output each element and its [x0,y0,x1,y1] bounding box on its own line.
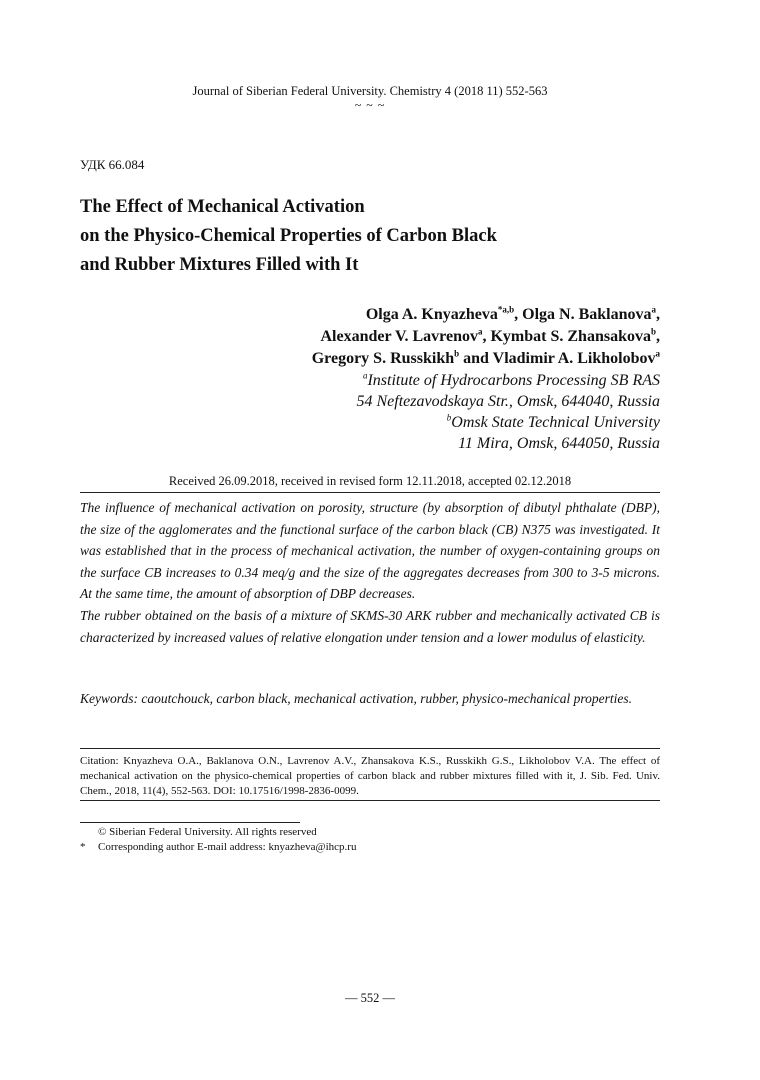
author-name: Vladimir A. Likholobov [492,350,656,367]
footnote-mark: * [80,841,86,853]
header-ornament: ~ ~ ~ [354,98,386,112]
author-name: Olga N. Baklanova [522,306,652,323]
paper-title [80,193,680,280]
author-affil-sup: b [454,348,460,359]
author-line: Olga A. Knyazheva$^{*a,b}$, Olga N. Baklanova$^a$, [365,304,660,323]
citation-top-rule [80,748,660,749]
author-affil-sup: a [651,304,656,315]
title-line: and Rubber Mixtures Filled with It [80,255,359,275]
affiliation-name: $^a$Institute of Hydrocarbons Processing SB RAS [362,370,660,389]
keywords: Keywords: caoutchouck, carbon black, mechanical activation, rubber, physico-mechanical properties. [80,691,632,706]
author-line: Alexander V. Lavrenov$^a$, Kymbat S. Zhansakova$^b$, [320,326,660,345]
journal-header: Journal of Siberian Federal University. Chemistry 4 (2018 11) 552-563 [192,84,548,98]
affiliation-address: 54 Neftezavodskaya Str., Omsk, 644040, Russia [356,393,660,410]
affiliation-name: $^b$Omsk State Technical University [446,412,660,431]
author-name: Olga A. Knyazheva [365,306,498,323]
udk-code: УДК 66.084 [80,157,145,172]
abstract-paragraph: The influence of mechanical activation on porosity, structure (by absorption of dibutyl phthalate (DBP), the size of the agglomerates and the functional surface of the carbon black (CB) N375 was investigated. It was established that in the process of mechanical activation, the number of oxygen-containing groups on the surface CB increases to 0.34 meq/g and the size of the aggregates decreases from 300 to 3-5 microns. At the same time, the amount of absorption of DBP decreases. [80,500,660,602]
title-line: The Effect of Mechanical Activation [80,197,365,217]
footnote-copyright: © Siberian Federal University. All rights reserved [98,826,317,838]
author-affil-sup: b [650,326,656,337]
citation-bottom-rule [80,800,660,801]
affiliations [356,370,660,454]
author-name: Alexander V. Lavrenov [320,328,478,345]
citation: Citation: Knyazheva O.A., Baklanova O.N., Lavrenov A.V., Zhansakova K.S., Russkikh G.S., Likholobov V.A. The effect of mechanical activation on the physico-chemical properties of carbon black and rubber mixtures filled with it, J. Sib. Fed. Univ. Chem., 2018, 11(4), 552-563. DOI: 10.17516/1998-2836-0099. [80,755,660,797]
abstract [80,497,660,648]
footnote-corresponding: * Corresponding author E-mail address: knyazheva@ihcp.ru [80,841,357,853]
title-line: on the Physico-Chemical Properties of Carbon Black [80,226,497,246]
abstract-paragraph: The rubber obtained on the basis of a mixture of SKMS-30 ARK rubber and mechanically activated CB is characterized by increased values of relative elongation under tension and a lower modulus of elasticity. [80,607,660,645]
author-name: Kymbat S. Zhansakova [490,328,651,345]
received-dates: Received 26.09.2018, received in revised form 12.11.2018, accepted 02.12.2018 [168,474,572,488]
page-number: — 552 — [345,991,395,1005]
author-line [312,348,660,370]
footnote-rule [80,822,300,823]
abstract-top-rule [80,492,660,493]
author-conjunction: and [463,350,489,367]
author-name: Gregory S. Russkikh [311,350,455,367]
author-list [312,304,660,370]
author-affil-sup: *a,b [497,304,515,315]
author-affil-sup: a [655,348,660,359]
affil-sup: b [446,412,452,423]
affiliation-address: 11 Mira, Omsk, 644050, Russia [458,435,660,452]
author-affil-sup: a [477,326,483,337]
affil-sup: a [362,370,368,381]
